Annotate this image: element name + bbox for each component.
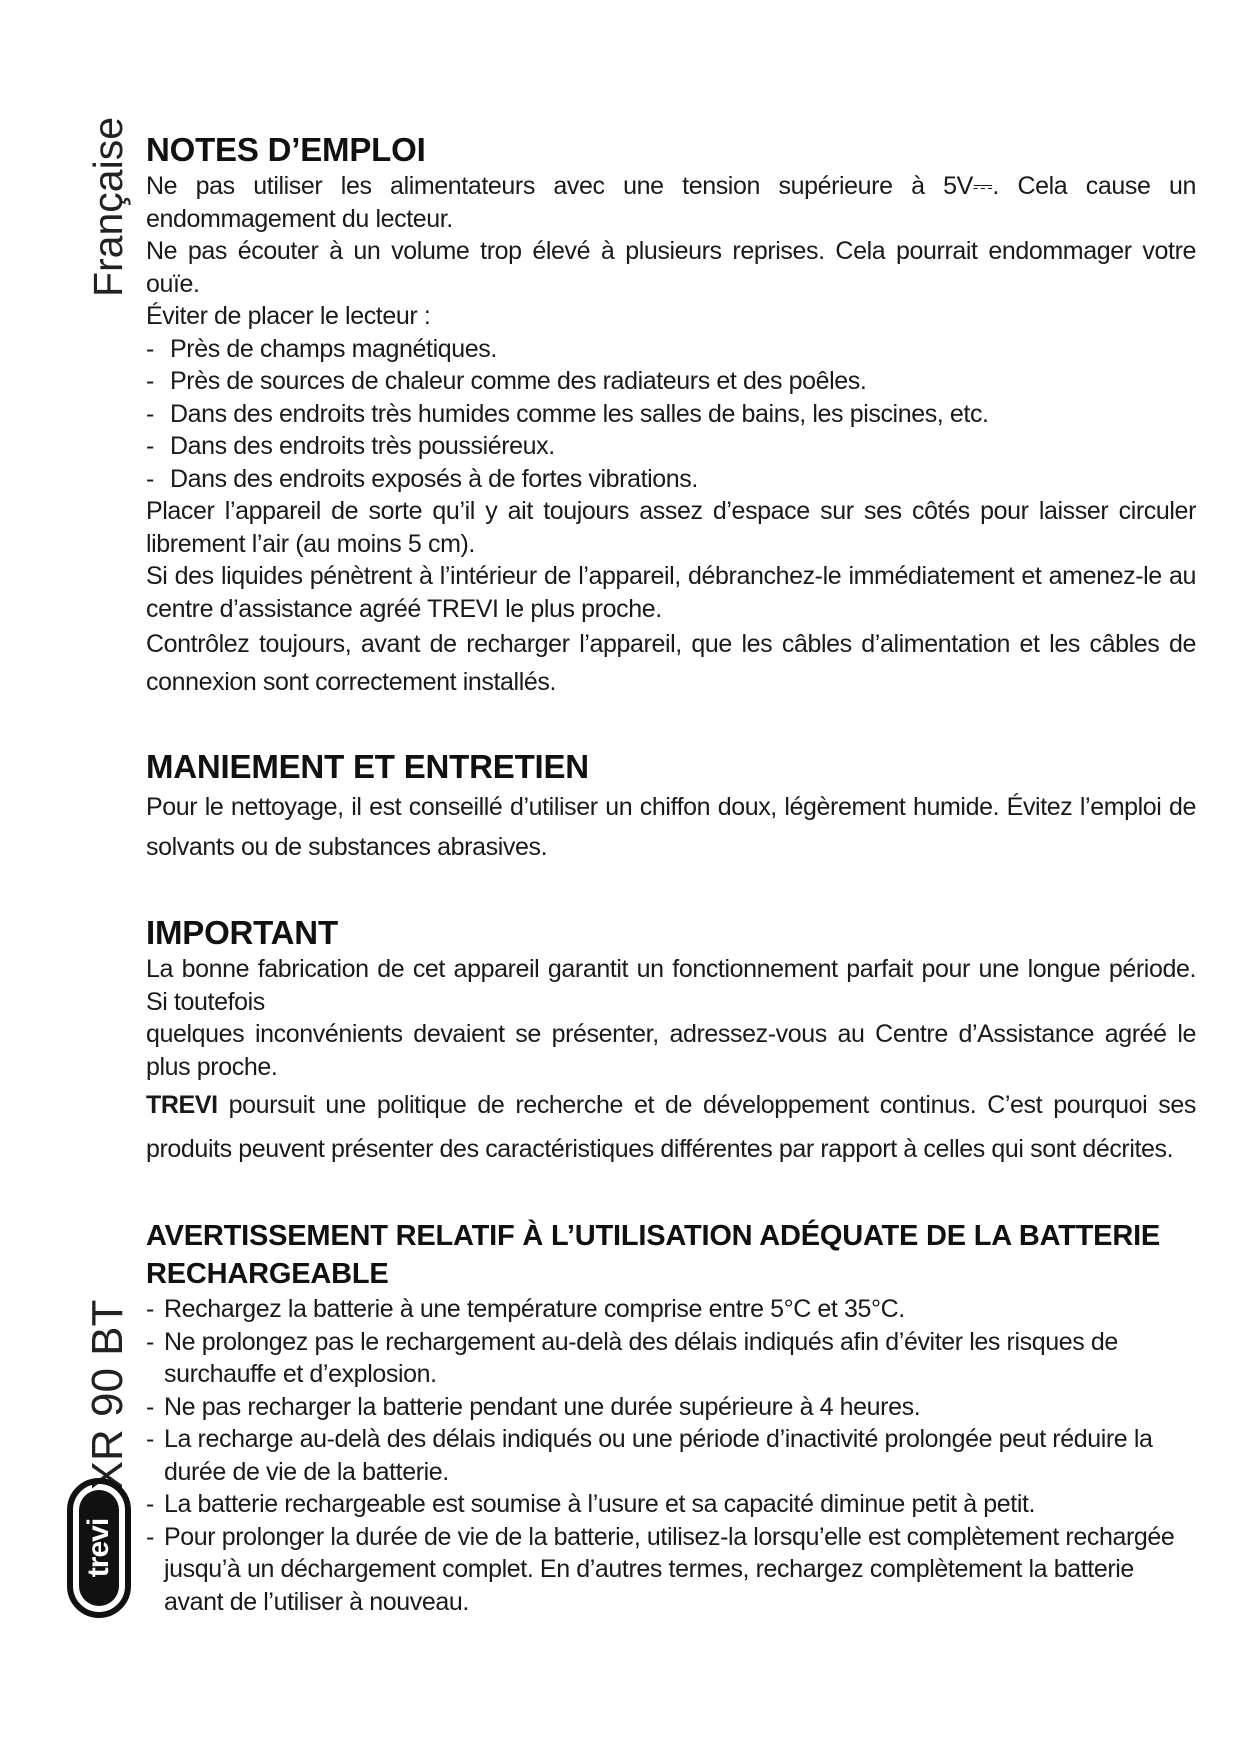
- list-item: - Dans des endroits très humides comme les salles de bains, les piscines, etc.: [146, 398, 1196, 431]
- sidebar-model-label: XR 90 BT: [83, 1299, 132, 1491]
- section-important: [146, 913, 1196, 1171]
- list-item: - Rechargez la batterie à une température comprise entre 5°C et 35°C.: [146, 1293, 1196, 1326]
- paragraph: Ne pas utiliser les alimentateurs avec une tension supérieure à 5V⎓. Cela cause un endommagement du lecteur.: [146, 172, 1196, 233]
- list-item: - Dans des endroits très poussiéreux.: [146, 430, 1196, 463]
- paragraph: Éviter de placer le lecteur :: [146, 302, 431, 330]
- list-item: - Près de sources de chaleur comme des radiateurs et des poêles.: [146, 365, 1196, 398]
- list-item: - Ne pas recharger la batterie pendant une durée supérieure à 4 heures.: [146, 1391, 1196, 1424]
- list-item: - Près de champs magnétiques.: [146, 333, 1196, 366]
- paragraph: Contrôlez toujours, avant de recharger l’appareil, que les câbles d’alimentation et les câbles de connexion sont correctement installés.: [146, 630, 1196, 696]
- battery-warning-list: [146, 1293, 1196, 1618]
- list-item: - La recharge au-delà des délais indiqués ou une période d’inactivité prolongée peut réduire la durée de vie de la batterie.: [146, 1423, 1196, 1488]
- trevi-logo-text: trevi: [82, 1518, 115, 1578]
- list-item: - Dans des endroits exposés à de fortes vibrations.: [146, 463, 1196, 496]
- placement-list: [146, 333, 1196, 496]
- section-title: MANIEMENT ET ENTRETIEN: [146, 748, 589, 785]
- list-item: - Pour prolonger la durée de vie de la batterie, utilisez-la lorsqu’elle est complètement rechargée jusqu’à un déchargement complet. En d’autres termes, rechargez complètement la batterie avant de l’utiliser à nouveau.: [146, 1521, 1196, 1619]
- paragraph: Si des liquides pénètrent à l’intérieur de l’appareil, débranchez-le immédiatement et amenez-le au centre d’assistance agréé TREVI le plus proche.: [146, 562, 1196, 623]
- section-title: AVERTISSEMENT RELATIF À L’UTILISATION ADÉQUATE DE LA BATTERIE RECHARGEABLE: [146, 1220, 1161, 1290]
- section-avertissement: [146, 1217, 1196, 1618]
- paragraph: Pour le nettoyage, il est conseillé d’utiliser un chiffon doux, légèrement humide. Évitez l’emploi de solvants ou de substances abrasives.: [146, 793, 1196, 861]
- brand-name: TREVI: [146, 1091, 218, 1119]
- paragraph-text: poursuit une politique de recherche et de développement continus. C’est pourquoi ses produits peuvent présenter des caractéristiques différentes par rapport à celles qui sont décrites.: [146, 1091, 1196, 1163]
- paragraph: quelques inconvénients devaient se présenter, adressez-vous au Centre d’Assistance agréé le plus proche.: [146, 1020, 1196, 1081]
- trevi-logo: [66, 1477, 132, 1619]
- section-title: NOTES D’EMPLOI: [146, 131, 426, 168]
- paragraph: Placer l’appareil de sorte qu’il y ait toujours assez d’espace sur ses côtés pour laisser circuler librement l’air (au moins 5 cm).: [146, 497, 1196, 558]
- section-maniement: [146, 747, 1196, 867]
- paragraph: Ne pas écouter à un volume trop élevé à plusieurs reprises. Cela pourrait endommager votre ouïe.: [146, 237, 1196, 298]
- sidebar-language-label: Française: [85, 117, 131, 298]
- list-item: - Ne prolongez pas le rechargement au-delà des délais indiqués afin d’éviter les risques de surchauffe et d’explosion.: [146, 1326, 1196, 1391]
- paragraph: [146, 1083, 1196, 1171]
- paragraph: La bonne fabrication de cet appareil garantit un fonctionnement parfait pour une longue période. Si toutefois: [146, 955, 1196, 1016]
- list-item: - La batterie rechargeable est soumise à l’usure et sa capacité diminue petit à petit.: [146, 1488, 1196, 1521]
- section-title: IMPORTANT: [146, 914, 338, 951]
- document-body: [146, 130, 1196, 1618]
- section-notes: [146, 130, 1196, 701]
